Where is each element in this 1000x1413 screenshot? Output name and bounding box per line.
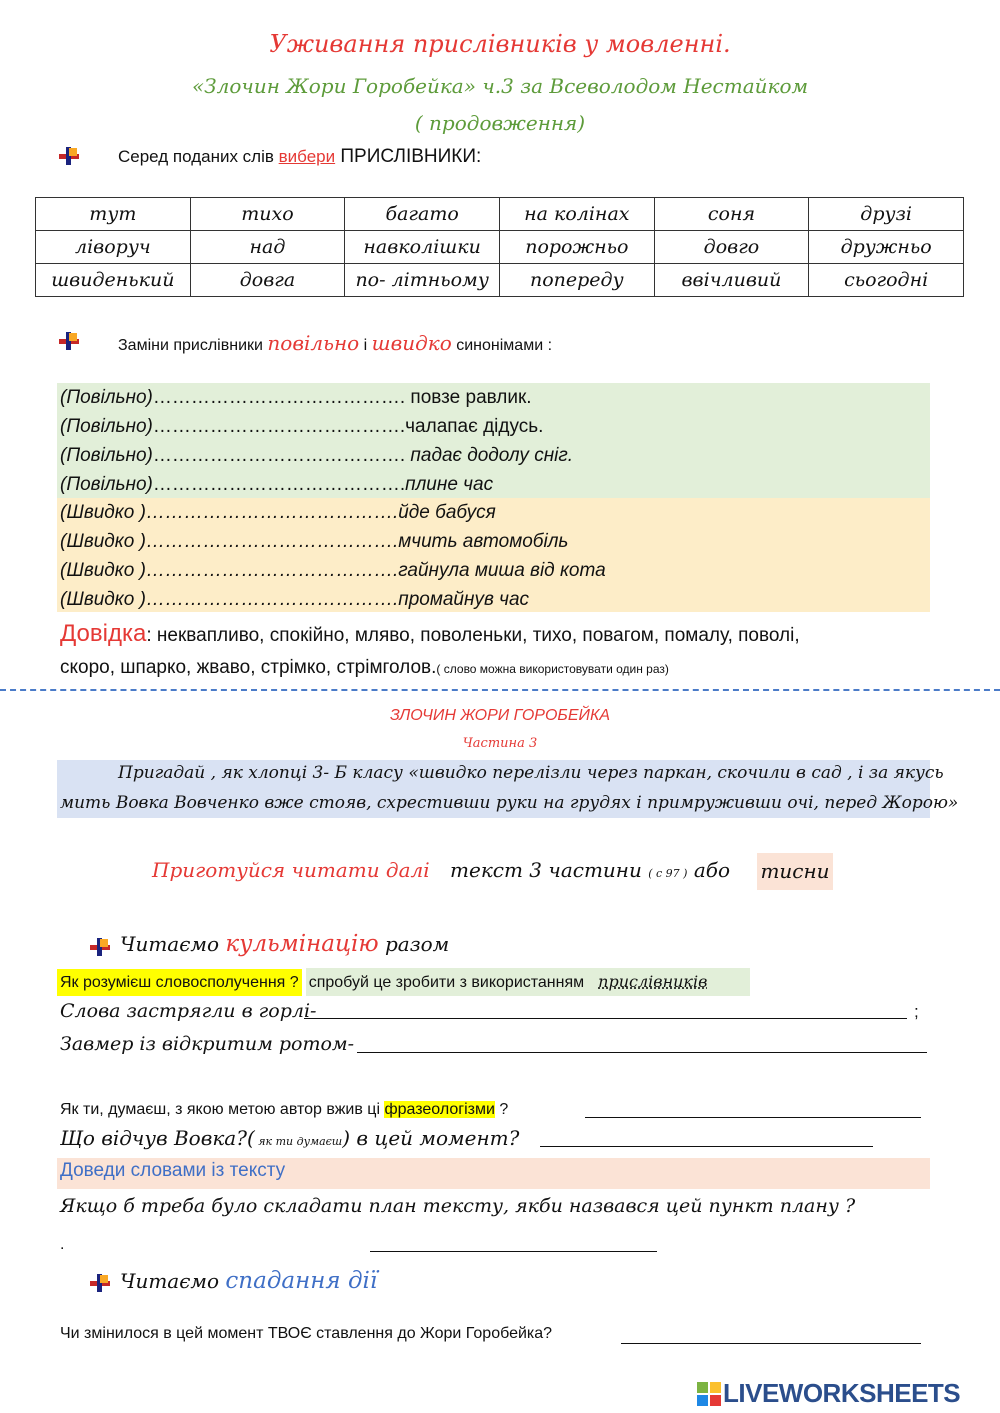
phrase2-label: Завмер із відкритим ротом- [60,1033,355,1055]
sentence-blank[interactable]: …………………………………. [145,531,399,552]
reference-line2 [60,657,669,679]
q2-after: ) в цей момент? [342,1126,520,1150]
question-yellow: Як розумієш словосполучення ? [57,969,302,996]
task2-middle: і [359,337,372,354]
liveworksheets-logo-icon [697,1382,721,1406]
word-cell[interactable]: довго [654,231,809,264]
question-green [306,968,750,996]
word-cell[interactable]: ліворуч [36,231,191,264]
page-ref: ( с 97 ) [648,867,688,880]
q1-before: Як ти, думаєш, з якою метою автор вжив ці [60,1101,385,1118]
word-cell[interactable]: тут [36,198,191,231]
prepare-line [152,858,730,882]
denouement-heading-before: Читаємо [120,1269,226,1293]
sentence-prefix: (Швидко ) [60,502,146,523]
denouement-word: спадання дії [225,1268,378,1294]
sentence-blank[interactable]: …………………………………. [145,502,399,523]
quote-line2: мить Вовка Вовченко вже стояв, схрестивши руки на грудях і примруживши очі, перед Жорою» [60,793,959,813]
task1-highlight: вибери [278,147,336,166]
plan-question: Якщо б треба було складати план тексту, якби назвався цей пункт плану ? [60,1195,856,1217]
fast-sentence[interactable] [60,498,496,527]
question-word: прислівників [598,972,708,991]
sentence-end: промайнув час [398,589,530,610]
bullet-icon [90,1274,110,1292]
prepare-or: або [693,858,730,882]
phrase2-answer-line[interactable] [357,1052,927,1053]
task1-text-after: ПРИСЛІВНИКИ: [335,146,482,167]
word-cell[interactable]: багато [345,198,500,231]
denouement-question: Чи змінилося в цей момент ТВОЄ ставлення до Жори Горобейка? [60,1325,553,1342]
table-row [36,264,964,297]
prepare-red-text: Приготуйся читати далі [152,858,430,882]
word-cell[interactable]: над [190,231,345,264]
word-cell[interactable]: друзі [809,198,964,231]
word-cell[interactable]: ввічливий [654,264,809,297]
q1-answer-line[interactable] [585,1117,921,1118]
culmination-word: кульмінацію [225,931,379,957]
phrase1-answer-line[interactable] [304,1018,907,1019]
culmination-heading [120,931,449,957]
sentence-end: повзе равлик. [405,387,532,408]
task1-text-before: Серед поданих слів [118,147,279,166]
plan-answer-line[interactable] [370,1251,657,1252]
word-cell[interactable]: сьогодні [809,264,964,297]
sentence-prefix: (Швидко ) [60,589,146,610]
plan-dot: . [60,1236,65,1253]
fast-sentence[interactable] [60,585,529,614]
sentence-blank[interactable]: …………………………………. [152,445,406,466]
continuation-label: ( продовження) [414,111,586,135]
page-title: Уживання прислівників у мовленні. [269,30,731,58]
liveworksheets-logo-text: LIVEWORKSHEETS [723,1378,961,1408]
q2-small: як ти думаєш [254,1135,343,1148]
reference-line1 [60,620,800,648]
sentence-end: мчить автомобіль [398,531,569,552]
reference-note: ( слово можна використовувати один раз) [436,662,669,676]
sentence-prefix: (Швидко ) [60,531,146,552]
culmination-question [57,968,750,995]
prove-text: Доведи словами із тексту [60,1160,286,1181]
slow-sentence[interactable] [60,441,573,470]
slow-sentence[interactable] [60,383,532,412]
reference-label: Довідка [60,620,147,647]
q2-answer-line[interactable] [540,1146,873,1147]
word-cell[interactable]: на колінах [499,198,654,231]
sentence-end: падає додолу сніг. [405,445,574,466]
prepare-text: текст 3 частини [450,858,642,882]
story-title: ЗЛОЧИН ЖОРИ ГОРОБЕЙКА [389,707,611,724]
q2-before: Що відчув Вовка?( [60,1126,255,1150]
sentence-blank[interactable]: …………………………………. [145,589,399,610]
bullet-icon [59,147,79,165]
sentence-blank[interactable]: …………………………………. [152,387,406,408]
task2-word2: швидко [371,331,452,355]
click-button[interactable]: тисни [757,853,833,890]
phrase1-label: Слова застрягли в горлі- [60,1000,317,1022]
fast-sentence[interactable] [60,556,606,585]
culmination-heading-before: Читаємо [120,932,226,956]
slow-sentence[interactable] [60,412,543,441]
sentence-end: чалапає дідусь. [405,416,544,437]
sentence-prefix: (Повільно) [60,416,153,437]
q1-after: ? [494,1101,509,1118]
sentence-prefix: (Повільно) [60,387,153,408]
task2-instruction [118,331,552,355]
word-cell[interactable]: по- літньому [345,264,500,297]
story-part: Частина 3 [462,736,538,751]
bullet-icon [59,332,79,350]
table-row [36,198,964,231]
page-subtitle: «Злочин Жори Горобейка» ч.3 за Всеволодом Нестайком [191,74,809,98]
table-row [36,231,964,264]
task2-text-after: синонімами : [451,337,553,354]
phrase1-end: ; [914,1002,919,1021]
fast-sentence[interactable] [60,527,568,556]
sentence-prefix: (Швидко ) [60,560,146,581]
bullet-icon [90,938,110,956]
word-cell[interactable]: швиденький [36,264,191,297]
question1 [60,1098,508,1122]
reference-words1: : неквапливо, спокійно, мляво, поволеньки, тихо, повагом, помалу, поволі, [146,625,800,646]
question2 [60,1126,519,1150]
quote-line1: Пригадай , як хлопці 3- Б класу «швидко перелізли через паркан, скочили в сад , і за якусь [118,763,944,783]
word-cell[interactable]: порожньо [499,231,654,264]
word-cell[interactable]: довга [190,264,345,297]
denouement-answer-line[interactable] [621,1343,921,1344]
reference-words2: скоро, шпарко, жваво, стрімко, стрімголов. [60,657,437,678]
sentence-blank[interactable]: …………………………………. [152,474,406,495]
sentence-end: йде бабуся [398,502,496,523]
denouement-heading [120,1268,377,1294]
task2-word1: повільно [267,331,360,355]
sentence-end: плине час [405,474,494,495]
section-divider [0,689,1000,691]
sentence-end: гайнула миша від кота [398,560,606,581]
culmination-heading-after: разом [378,932,450,956]
word-cell[interactable]: попереду [499,264,654,297]
word-cell[interactable]: навколішки [345,231,500,264]
word-cell[interactable]: дружньо [809,231,964,264]
question-green-text: спробуй це зробити з використанням [308,974,585,991]
sentence-blank[interactable]: …………………………………. [145,560,399,581]
sentence-blank[interactable]: …………………………………. [152,416,406,437]
word-cell[interactable]: тихо [190,198,345,231]
q1-highlight: фразеологізми [384,1101,495,1118]
task2-text-before: Заміни прислівники [118,337,268,354]
word-cell[interactable]: соня [654,198,809,231]
sentence-prefix: (Повільно) [60,445,153,466]
slow-sentence[interactable] [60,470,493,499]
word-table [35,197,964,297]
sentence-prefix: (Повільно) [60,474,153,495]
task1-instruction [118,146,481,168]
